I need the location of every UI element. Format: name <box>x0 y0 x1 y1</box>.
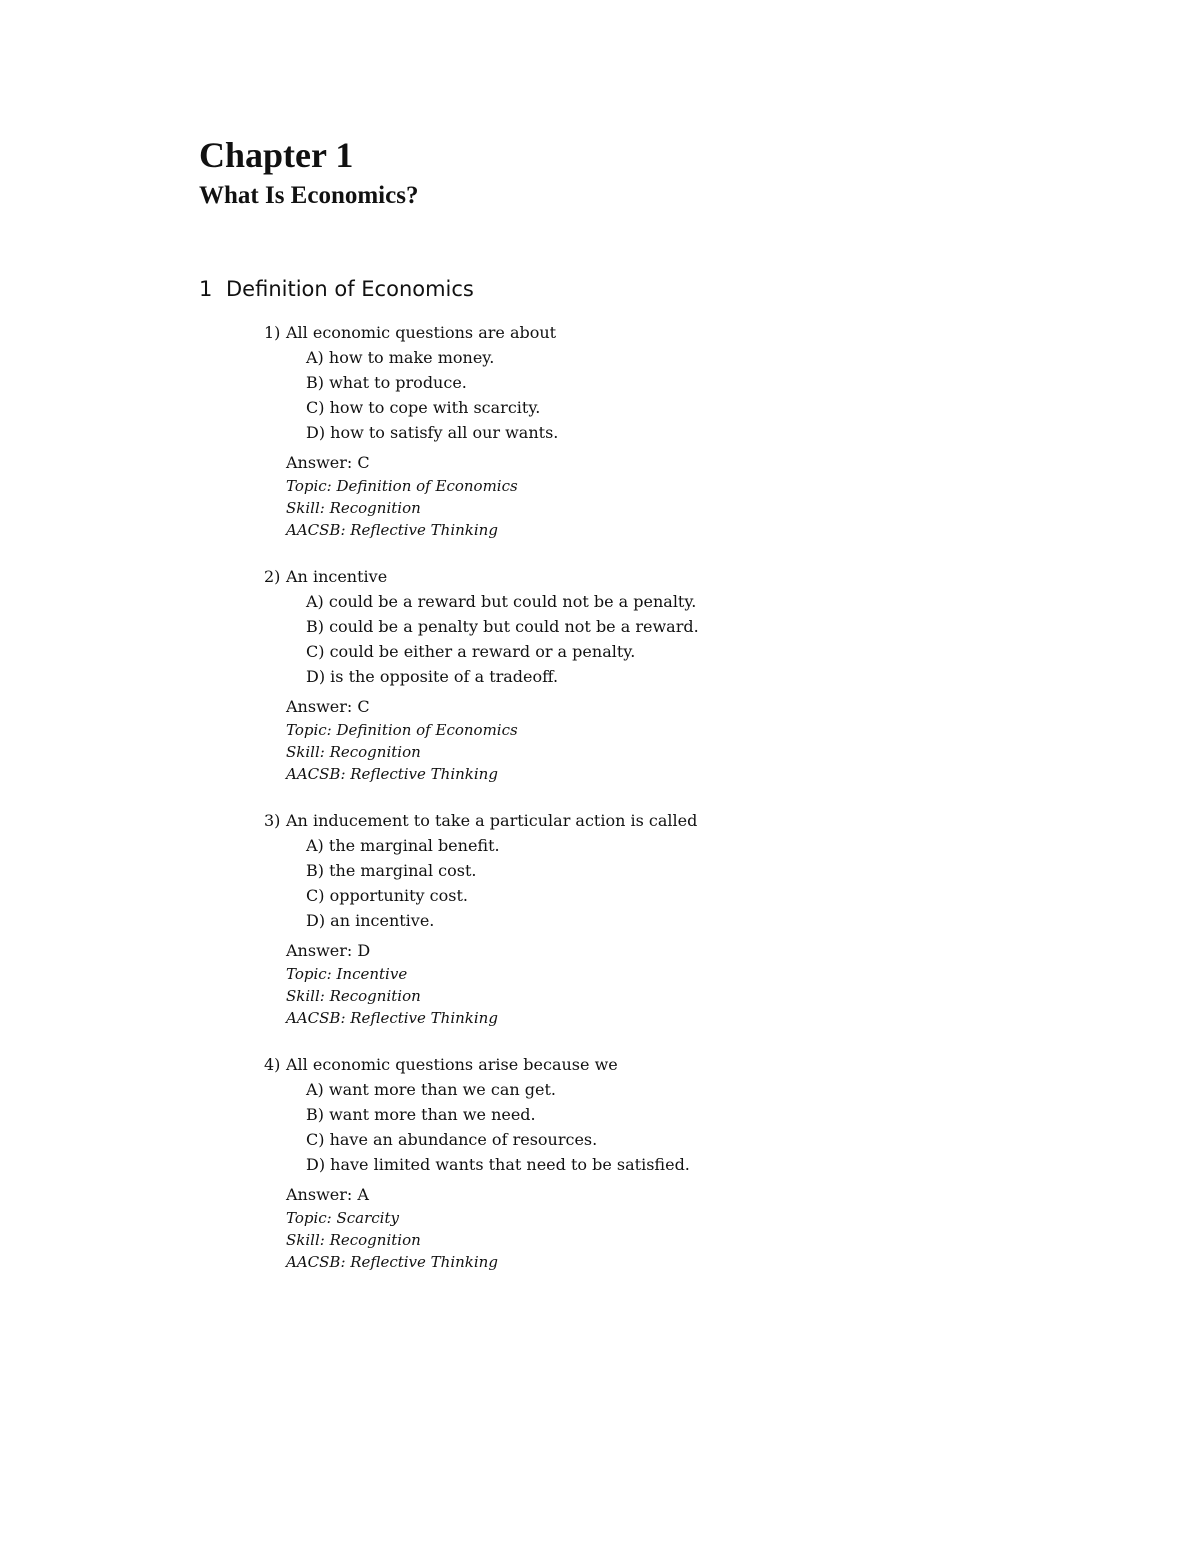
answer: Answer: A <box>286 1185 369 1204</box>
choice-c: C) opportunity cost. <box>306 886 468 905</box>
skill: Skill: Recognition <box>286 743 421 761</box>
question-text: All economic questions arise because we <box>286 1055 618 1074</box>
section-title: Definition of Economics <box>226 277 474 301</box>
section-heading <box>199 275 474 303</box>
topic: Topic: Incentive <box>286 965 408 983</box>
choice-a: A) want more than we can get. <box>306 1080 556 1099</box>
aacsb: AACSB: Reflective Thinking <box>286 1009 498 1027</box>
choice-c: C) have an abundance of resources. <box>306 1130 598 1149</box>
chapter-subtitle: What Is Economics? <box>199 182 419 209</box>
choice-d: D) how to satisfy all our wants. <box>306 423 559 442</box>
question-number: 3) <box>264 811 281 830</box>
choice-b: B) want more than we need. <box>306 1105 536 1124</box>
choice-b: B) what to produce. <box>306 373 467 392</box>
chapter-title: Chapter 1 <box>199 135 354 175</box>
answer: Answer: D <box>286 941 371 960</box>
choice-c: C) how to cope with scarcity. <box>306 398 541 417</box>
topic: Topic: Definition of Economics <box>286 721 518 739</box>
question-text: All economic questions are about <box>286 323 557 342</box>
choice-c: C) could be either a reward or a penalty. <box>306 642 636 661</box>
question-number: 1) <box>264 323 281 342</box>
choice-d: D) have limited wants that need to be satisfied. <box>306 1155 690 1174</box>
question-3 <box>264 808 964 1029</box>
choice-d: D) is the opposite of a tradeoff. <box>306 667 559 686</box>
answer: Answer: C <box>286 697 370 716</box>
choice-a: A) how to make money. <box>306 348 495 367</box>
aacsb: AACSB: Reflective Thinking <box>286 765 498 783</box>
question-stem <box>264 320 964 345</box>
question-4 <box>264 1052 964 1273</box>
aacsb: AACSB: Reflective Thinking <box>286 521 498 539</box>
answer: Answer: C <box>286 453 370 472</box>
question-text: An incentive <box>286 567 388 586</box>
skill: Skill: Recognition <box>286 1231 421 1249</box>
topic: Topic: Scarcity <box>286 1209 399 1227</box>
question-stem <box>264 1052 964 1077</box>
skill: Skill: Recognition <box>286 987 421 1005</box>
choice-b: B) the marginal cost. <box>306 861 477 880</box>
skill: Skill: Recognition <box>286 499 421 517</box>
topic: Topic: Definition of Economics <box>286 477 518 495</box>
choice-a: A) the marginal benefit. <box>306 836 500 855</box>
question-text: An inducement to take a particular action is called <box>286 811 698 830</box>
question-number: 4) <box>264 1055 281 1074</box>
question-stem <box>264 808 964 833</box>
question-1 <box>264 320 964 541</box>
choice-d: D) an incentive. <box>306 911 435 930</box>
question-2 <box>264 564 964 785</box>
question-stem <box>264 564 964 589</box>
aacsb: AACSB: Reflective Thinking <box>286 1253 498 1271</box>
choice-b: B) could be a penalty but could not be a reward. <box>306 617 699 636</box>
question-number: 2) <box>264 567 281 586</box>
choice-a: A) could be a reward but could not be a penalty. <box>306 592 697 611</box>
section-number: 1 <box>199 277 213 301</box>
